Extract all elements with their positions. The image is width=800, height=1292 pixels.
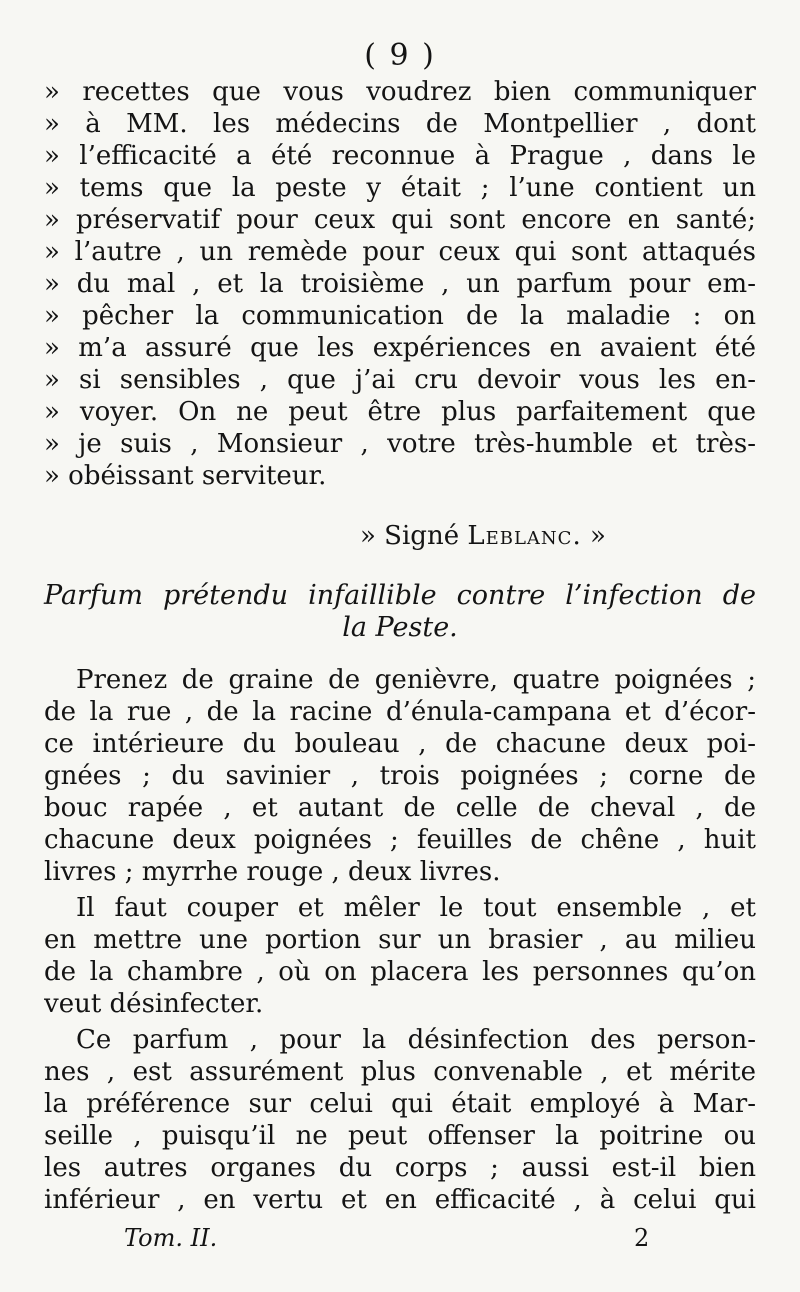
text-line: veut désinfecter. [44, 989, 264, 1019]
text-line: ce intérieure du bouleau , de chacune deux poi- [44, 729, 756, 759]
text-line: Prenez de graine de genièvre, quatre poignées ; [76, 665, 756, 695]
text-line: livres ; myrrhe rouge , deux livres. [44, 857, 501, 887]
text-line: » si sensibles , que j’ai cru devoir vous les en- [44, 365, 756, 395]
page-number: ( 9 ) [364, 38, 436, 73]
text-line: Ce parfum , pour la désinfection des person- [76, 1025, 756, 1055]
text-line: » voyer. On ne peut être plus parfaitement que [44, 397, 756, 427]
heading-line-1: Parfum prétendu infaillible contre l’infection de [44, 580, 756, 611]
text-line: » préservatif pour ceux qui sont encore en santé; [44, 205, 756, 235]
text-line: de la chambre , où on placera les personnes qu’on [44, 957, 756, 987]
volume-signature: Tom. II. [124, 1224, 218, 1252]
heading-line-2: la Peste. [342, 612, 458, 643]
text-line: de la rue , de la racine d’énula-campana et d’écor- [44, 697, 756, 727]
signature-suffix: » [581, 521, 606, 551]
text-line: seille , puisqu’il ne peut offenser la poitrine ou [44, 1121, 756, 1151]
text-line: les autres organes du corps ; aussi est-il bien [44, 1153, 756, 1183]
text-line: » m’a assuré que les expériences en avaient été [44, 333, 756, 363]
text-line: bouc rapée , et autant de celle de cheval , de [44, 793, 756, 823]
text-line: la préférence sur celui qui était employé à Mar- [44, 1089, 756, 1119]
text-line: » à MM. les médecins de Montpellier , dont [44, 109, 756, 139]
text-line: inférieur , en vertu et en efficacité , à celui qui [44, 1185, 756, 1215]
signature-prefix: » Signé [360, 521, 468, 551]
text-line: » tems que la peste y était ; l’une contient un [44, 173, 756, 203]
text-line: » l’efficacité a été reconnue à Prague , dans le [44, 141, 756, 171]
paragraph-commentary [44, 1024, 756, 1216]
paragraph-recipe [44, 664, 756, 888]
signature-name: Leblanc. [467, 521, 582, 551]
text-line: » du mal , et la troisième , un parfum pour em- [44, 269, 756, 299]
text-line: » obéissant serviteur. [44, 461, 327, 491]
text-line: » l’autre , un remède pour ceux qui sont attaqués [44, 237, 756, 267]
text-line: Il faut couper et mêler le tout ensemble , et [76, 893, 756, 923]
text-line: » je suis , Monsieur , votre très-humble et très- [44, 429, 756, 459]
text-line: en mettre une portion sur un brasier , au milieu [44, 925, 756, 955]
paragraph-instructions [44, 892, 756, 1020]
text-line: » pêcher la communication de la maladie : on [44, 301, 756, 331]
letter-signature [360, 520, 606, 552]
text-line: nes , est assurément plus convenable , et mérite [44, 1057, 756, 1087]
sheet-number: 2 [634, 1224, 650, 1252]
text-line: gnées ; du savinier , trois poignées ; corne de [44, 761, 756, 791]
quoted-letter [44, 76, 756, 492]
text-line: chacune deux poignées ; feuilles de chêne , huit [44, 825, 756, 855]
text-line: » recettes que vous voudrez bien communiquer [44, 77, 756, 107]
section-heading [44, 580, 756, 644]
